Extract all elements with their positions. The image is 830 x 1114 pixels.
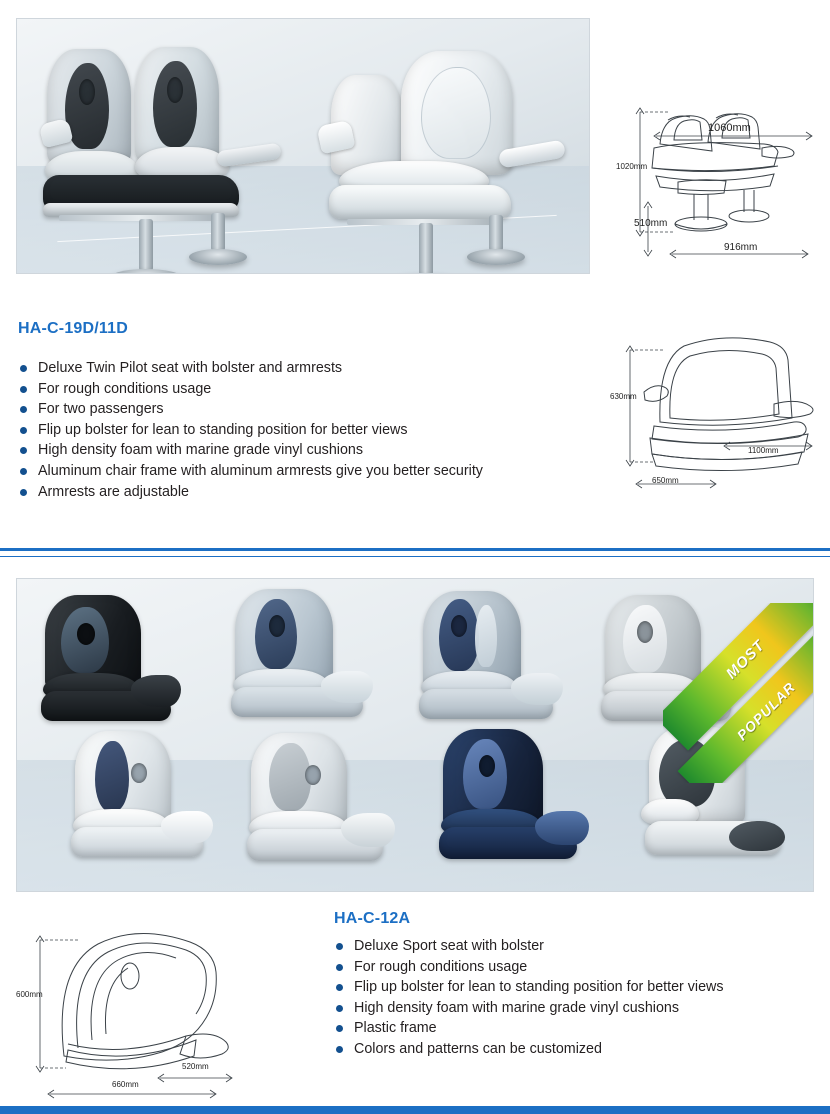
side-wing: [511, 673, 563, 705]
seat-handle-hole: [637, 621, 653, 643]
ribbon-text-most: MOST: [722, 636, 769, 683]
list-item: For rough conditions usage: [334, 957, 814, 978]
ribbon-text-popular: POPULAR: [733, 678, 799, 744]
pedestal-post: [489, 215, 503, 251]
pedestal-right: [189, 213, 247, 265]
gallery-seat-black-charcoal: [35, 593, 195, 733]
twin-pilot-photo-panel: [16, 18, 590, 274]
dim-630mm: 630mm: [610, 392, 637, 401]
seat-handle-hole: [269, 615, 285, 637]
pedestal-right: [467, 215, 525, 265]
seat-cushion: [329, 185, 511, 219]
product-1-feature-list: [18, 358, 578, 502]
twin-pilot-seat-white: [317, 37, 567, 247]
list-item: Aluminum chair frame with aluminum armrests give you better security: [18, 461, 578, 482]
dim-916mm: 916mm: [724, 242, 758, 253]
list-item: Armrests are adjustable: [18, 482, 578, 503]
most-popular-ribbon-2: [663, 633, 813, 783]
side-wing: [161, 811, 213, 843]
seat-cushion-accent: [729, 821, 785, 851]
seat-handle-hole: [77, 623, 95, 645]
side-wing: [131, 675, 181, 707]
dim-520mm: 520mm: [182, 1062, 209, 1071]
list-item: Deluxe Sport seat with bolster: [334, 936, 814, 957]
product-2-title: HA-C-12A: [334, 910, 411, 927]
product-1-title: HA-C-19D/11D: [18, 320, 128, 337]
gallery-seat-white-grey: [241, 731, 405, 875]
twin-pilot-front-svg: [612, 56, 822, 266]
seat-handle-hole: [479, 755, 495, 777]
list-item: Flip up bolster for lean to standing position for better views: [18, 420, 578, 441]
pedestal-post: [419, 223, 433, 274]
sport-seat-gallery-panel: [16, 578, 814, 892]
list-item: Flip up bolster for lean to standing position for better views: [334, 977, 814, 998]
drawing-twin-bench-side-view: [608, 326, 822, 506]
dim-660mm: 660mm: [112, 1080, 139, 1089]
pedestal-post: [211, 213, 225, 251]
pedestal-base: [111, 269, 181, 274]
dim-600mm: 600mm: [16, 990, 43, 999]
list-item: For rough conditions usage: [18, 379, 578, 400]
pedestal-left: [389, 223, 463, 274]
gallery-seat-navy-blue: [433, 727, 597, 875]
seat-handle-hole: [305, 765, 321, 785]
armrest-right: [216, 143, 282, 168]
dim-650mm: 650mm: [652, 476, 679, 485]
seat-handle-hole-left: [79, 79, 95, 105]
seat-handle-hole: [131, 763, 147, 783]
section-divider-thin: [0, 556, 830, 557]
drawing-twin-pilot-front-view: [612, 56, 822, 266]
dim-1020mm: 1020mm: [616, 162, 648, 171]
seat-handle-hole-right: [167, 77, 183, 103]
dim-1060mm: 1060mm: [708, 122, 751, 134]
footer-divider: [0, 1106, 830, 1114]
seat-back-stitch: [421, 67, 491, 159]
list-item: Deluxe Twin Pilot seat with bolster and armrests: [18, 358, 578, 379]
gallery-seat-white-navy: [65, 729, 225, 873]
seat-back-insert: [95, 741, 129, 811]
side-wing: [321, 671, 373, 703]
seat-handle-hole: [451, 615, 467, 637]
dim-510mm: 510mm: [634, 218, 668, 229]
list-item: Plastic frame: [334, 1018, 814, 1039]
pedestal-base: [389, 273, 463, 274]
section-divider: [0, 548, 830, 551]
pedestal-base: [189, 249, 247, 265]
gallery-seat-lightgrey-navy: [225, 587, 385, 733]
side-wing: [341, 813, 395, 847]
gallery-seat-grey-navy-stripe: [413, 589, 575, 735]
list-item: Colors and patterns can be customized: [334, 1039, 814, 1060]
list-item: High density foam with marine grade vinyl cushions: [18, 440, 578, 461]
seat-back-insert-right: [153, 61, 197, 147]
twin-bench-svg: [608, 326, 822, 506]
dim-1100mm: 1100mm: [748, 446, 779, 455]
seat-back-accent: [475, 605, 497, 667]
sport-seat-side-svg: [10, 916, 310, 1106]
ribbon-band-popular: [678, 633, 813, 783]
drawing-sport-seat-side-view: [10, 916, 310, 1106]
twin-pilot-seat-black: [39, 43, 279, 243]
pedestal-post: [139, 219, 153, 271]
pedestal-left-parts: [111, 219, 181, 274]
list-item: For two passengers: [18, 399, 578, 420]
product-2-feature-list: [334, 936, 814, 1060]
pedestal-base: [467, 249, 525, 265]
list-item: High density foam with marine grade vinyl cushions: [334, 998, 814, 1019]
side-wing: [535, 811, 589, 845]
